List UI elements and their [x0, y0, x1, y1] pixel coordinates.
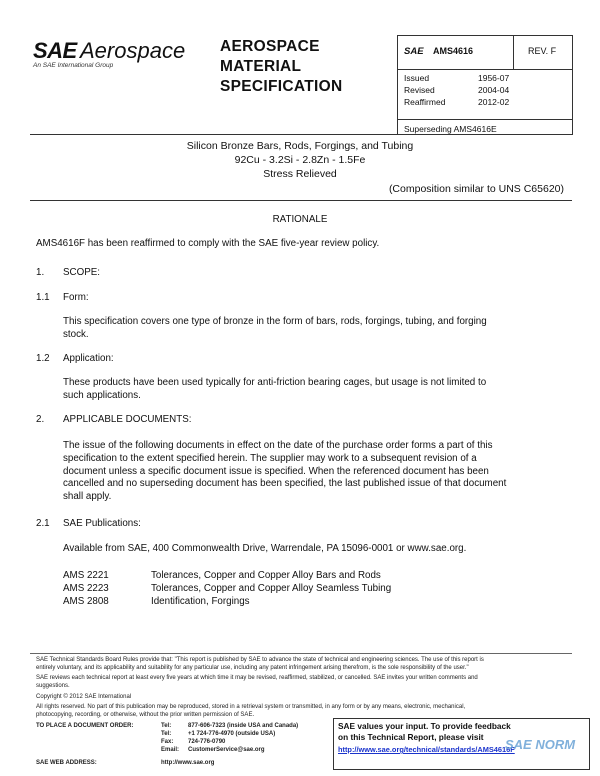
composition-note: (Composition similar to UNS C65620)	[388, 183, 564, 195]
footer-line: photocopying, recording, or otherwise, without the prior written permission of SAE.	[36, 711, 255, 718]
footer-line: SAE Technical Standards Board Rules provide that: "This report is published by SAE to advance the state of technical and engineering sciences. The use of this report is	[36, 657, 484, 663]
paragraph-line: document unless a specific document issue is specified. When the referenced document has been	[63, 465, 489, 477]
paragraph-line: The issue of the following documents in effect on the date of the purchase order forms a part of this	[63, 440, 493, 451]
paragraph-line: such applications.	[63, 389, 141, 401]
revised-label: Revised	[404, 85, 435, 95]
footer-review-note	[36, 675, 571, 690]
footer-line: All rights reserved. No part of this publication may be reproduced, stored in a retrieval system or transmitted, in any form or by any means, electronic, mechanical,	[36, 704, 466, 710]
section-number: 1.1	[36, 292, 50, 303]
revised-date: 2004-04	[478, 85, 510, 95]
reference-title: Tolerances, Copper and Copper Alloy Seamless Tubing	[151, 583, 392, 594]
contact-label: Tel:	[161, 723, 172, 729]
web-address-link[interactable]: http://www.sae.org	[161, 760, 215, 766]
reaffirmed-date: 2012-02	[478, 97, 510, 107]
footer-line: SAE reviews each technical report at least every five years at which time it may be revised, reaffirmed, stabilized, or cancelled. SAE invites your written comments and	[36, 675, 478, 681]
order-label: TO PLACE A DOCUMENT ORDER:	[36, 723, 134, 729]
section-number: 1.	[36, 267, 45, 278]
issued-label: Issued	[404, 73, 430, 83]
footer-rights	[36, 704, 571, 719]
feedback-text: on this Technical Report, please visit	[338, 732, 484, 742]
section-heading-sae-publications: SAE Publications:	[63, 518, 141, 529]
feedback-link[interactable]: http://www.sae.org/technical/standards/AMS4616F	[338, 745, 515, 754]
form-paragraph	[63, 316, 487, 342]
paragraph-line: stock.	[63, 328, 89, 340]
sae-small-logo: SAE	[404, 46, 424, 57]
reference-code: AMS 2223	[63, 583, 109, 594]
applicable-documents-paragraph	[63, 440, 506, 504]
section-heading-form: Form:	[63, 292, 89, 303]
contact-value: 724-776-0790	[188, 739, 226, 745]
rationale-heading: RATIONALE	[272, 214, 328, 225]
subject-title: Silicon Bronze Bars, Rods, Forgings, and Tubing	[186, 140, 414, 152]
footer-line: suggestions.	[36, 682, 70, 689]
contact-label: Email:	[161, 747, 180, 753]
ams-number: AMS4616	[433, 46, 474, 56]
subject-bottom-rule	[30, 200, 572, 201]
sae-logo-mark: SAE	[33, 38, 77, 63]
title-line: SPECIFICATION	[220, 78, 343, 95]
section-number: 2.	[36, 414, 45, 425]
header-bottom-rule	[30, 134, 572, 135]
title-line: AEROSPACE	[220, 38, 320, 55]
section-number: 1.2	[36, 353, 50, 364]
subject-condition: Stress Relieved	[263, 168, 337, 180]
header-border	[397, 119, 572, 120]
reaffirmed-label: Reaffirmed	[404, 97, 446, 107]
feedback-text: SAE values your input. To provide feedback	[338, 721, 511, 731]
contact-label: Tel:	[161, 731, 172, 737]
header-divider	[397, 35, 398, 135]
logo-tagline: An SAE International Group	[33, 62, 114, 69]
paragraph-line: shall apply.	[63, 491, 112, 503]
header-border	[397, 35, 572, 36]
header-border	[397, 69, 572, 70]
section-number: 2.1	[36, 518, 50, 529]
issued-date: 1956-07	[478, 73, 510, 83]
footer-rule	[30, 653, 572, 654]
web-address-label: SAE WEB ADDRESS:	[36, 760, 97, 766]
footer-disclaimer	[36, 657, 571, 672]
sae-publications-text: Available from SAE, 400 Commonwealth Drive, Warrendale, PA 15096-0001 or www.sae.org.	[63, 543, 467, 554]
section-heading-application: Application:	[63, 353, 114, 364]
contact-label: Fax:	[161, 739, 174, 745]
contact-value[interactable]: CustomerService@sae.org	[188, 747, 265, 753]
header-border	[572, 35, 573, 135]
paragraph-line: These products have been used typically for anti-friction bearing cages, but usage is not limited to	[63, 377, 487, 388]
subject-composition: 92Cu - 3.2Si - 2.8Zn - 1.5Fe	[234, 154, 366, 166]
copyright: Copyright © 2012 SAE International	[36, 694, 132, 700]
reference-code: AMS 2221	[63, 570, 109, 581]
superseding-note: Superseding AMS4616E	[404, 124, 497, 134]
application-paragraph	[63, 377, 486, 403]
revision-label: REV. F	[528, 46, 557, 56]
header-divider	[513, 35, 514, 69]
reference-title: Identification, Forgings	[151, 596, 250, 607]
aerospace-logo-text: Aerospace	[80, 38, 186, 63]
reference-code: AMS 2808	[63, 596, 109, 607]
watermark-logo: SAE NORM	[505, 737, 576, 752]
contact-value: 877-606-7323 (inside USA and Canada)	[188, 723, 299, 729]
paragraph-line: cancelled and no superseding document has been specified, the last published issue of that document	[63, 478, 507, 490]
footer-line: entirely voluntary, and its applicability and suitability for any particular use, including any patent infringement arising therefrom, is the sole responsibility of the user."	[36, 664, 469, 671]
paragraph-line: specification to the extent specified herein. The supplier may work to a subsequent revision of a	[63, 452, 477, 464]
document-type-title	[220, 37, 342, 97]
contact-value: +1 724-776-4970 (outside USA)	[188, 731, 276, 737]
rationale-text: AMS4616F has been reaffirmed to comply with the SAE five-year review policy.	[36, 238, 380, 249]
section-heading-applicable-documents: APPLICABLE DOCUMENTS:	[63, 414, 192, 425]
title-line: MATERIAL	[220, 58, 302, 75]
section-heading-scope: SCOPE:	[63, 267, 101, 278]
reference-title: Tolerances, Copper and Copper Alloy Bars and Rods	[151, 570, 381, 581]
paragraph-line: This specification covers one type of bronze in the form of bars, rods, forgings, tubing, and forging	[63, 316, 487, 327]
